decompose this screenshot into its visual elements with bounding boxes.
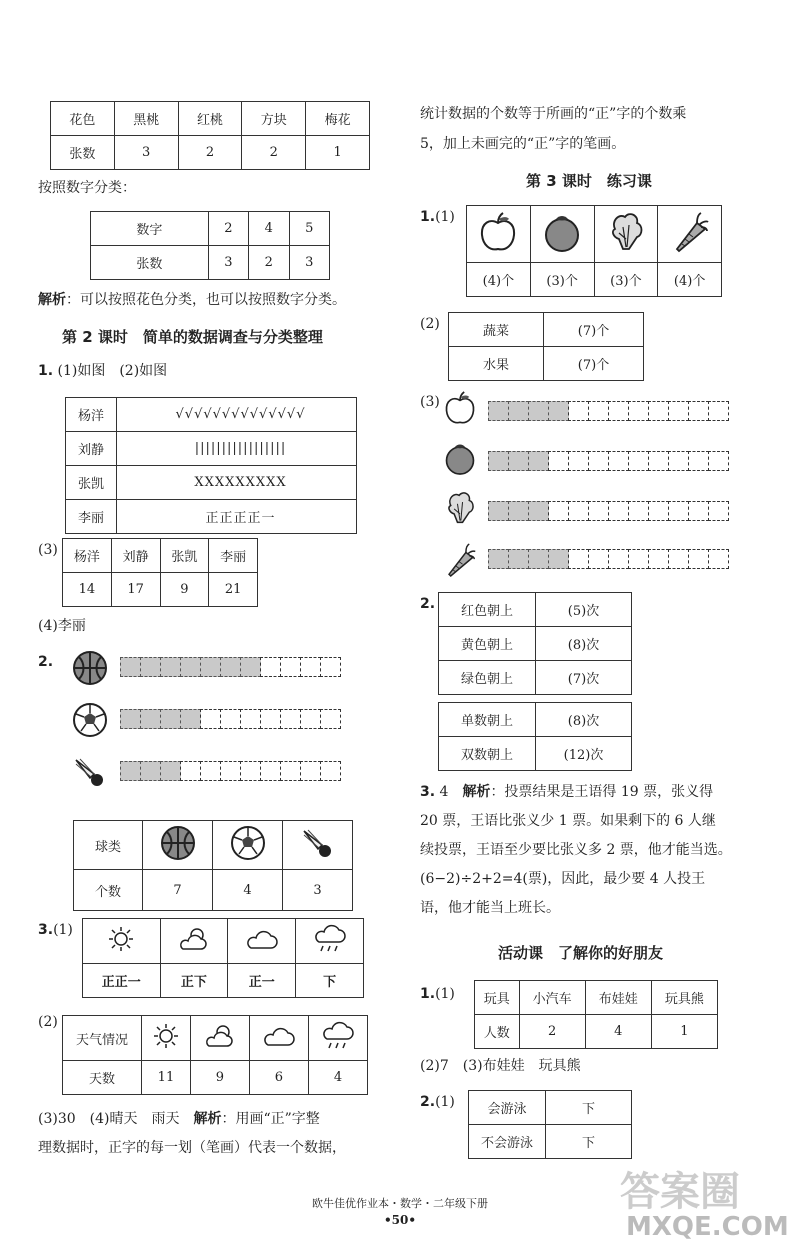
sunny-icon xyxy=(152,1022,180,1050)
analysis-text: ：可以按照花色分类，也可以按照数字分类。 xyxy=(66,292,346,308)
table-cell: 黄色朝上 xyxy=(439,627,536,661)
q1-4-answer: (4)李丽 xyxy=(38,618,86,634)
veg-fruit-table xyxy=(448,312,644,381)
table-cell: 布娃娃 xyxy=(585,981,651,1015)
table-cell: 下 xyxy=(296,964,364,998)
q1-3-label: (3) xyxy=(420,394,440,410)
watermark-logo: 答案圈 xyxy=(620,1169,740,1215)
q1-3-label: (3) xyxy=(38,542,58,558)
table-cell: (5)次 xyxy=(536,593,632,627)
orange-icon xyxy=(543,211,581,253)
bar-cell-empty xyxy=(688,401,709,421)
bar-cell-filled xyxy=(488,501,509,521)
bar-cell-filled xyxy=(240,657,261,677)
suit-table xyxy=(50,101,370,170)
bar-cell-filled xyxy=(220,657,241,677)
activity-title: 活动课 了解你的好朋友 xyxy=(498,944,664,962)
table-cell: 3 xyxy=(208,246,248,280)
bar-cell-empty xyxy=(648,549,669,569)
tally-table xyxy=(65,397,357,534)
bar-cell-empty xyxy=(708,451,729,471)
a1-23-answer: (2)7 (3)布娃娃 玩具熊 xyxy=(420,1058,581,1074)
bar-cell-empty xyxy=(568,451,589,471)
bar-cell-empty xyxy=(568,549,589,569)
dice-color-table xyxy=(438,592,632,695)
table-cell: 张数 xyxy=(51,136,115,170)
r-q3-analysis xyxy=(420,778,780,923)
table-cell: 正正一 xyxy=(83,964,161,998)
bar-cell-empty xyxy=(648,501,669,521)
table-cell: 3 xyxy=(283,870,353,911)
q3-34-answer xyxy=(38,1105,320,1133)
table-cell: 7 xyxy=(143,870,213,911)
bar-cell-filled xyxy=(140,709,161,729)
table-cell: 绿色朝上 xyxy=(439,661,536,695)
table-cell: 梅花 xyxy=(306,102,370,136)
bar-cell-empty xyxy=(648,401,669,421)
bar-cell-empty xyxy=(708,501,729,521)
bar-cell-empty xyxy=(260,657,281,677)
carrot-icon xyxy=(671,211,709,253)
bar-cell-empty xyxy=(628,501,649,521)
cabbage-icon xyxy=(444,490,476,526)
bar-cell-filled xyxy=(140,761,161,781)
bar-cell-filled xyxy=(140,657,161,677)
question-number: 1. xyxy=(38,363,54,379)
table-cell: 6 xyxy=(249,1061,308,1095)
bar-cell-filled xyxy=(120,657,141,677)
table-cell: 黑桃 xyxy=(114,102,178,136)
analysis-text: ：用画“正”字整 xyxy=(221,1111,320,1127)
q1-1-label: (1) xyxy=(435,209,455,225)
bar-cell-filled xyxy=(488,549,509,569)
bar-cell-filled xyxy=(160,657,181,677)
bar-cell-empty xyxy=(588,501,609,521)
table-cell xyxy=(249,1016,308,1061)
table-cell: 21 xyxy=(209,573,258,607)
table-cell: 2 xyxy=(242,136,306,170)
bar-cell-empty xyxy=(320,657,341,677)
q1-line xyxy=(38,357,167,385)
bar-cell-empty xyxy=(668,549,689,569)
bar-cell-empty xyxy=(708,549,729,569)
bar-cell-filled xyxy=(120,761,141,781)
table-cell: 正一 xyxy=(228,964,296,998)
table-cell: 5 xyxy=(289,212,329,246)
bar-cell-filled xyxy=(488,451,509,471)
bar-cell-filled xyxy=(508,501,529,521)
orange-icon xyxy=(444,440,476,476)
table-cell xyxy=(228,919,296,964)
bar-cell-empty xyxy=(688,549,709,569)
table-cell: (8)次 xyxy=(536,703,632,737)
dice-parity-table xyxy=(438,702,632,771)
book-title-footer: 欧牛佳优作业本・数学・二年级下册 xyxy=(312,1197,488,1210)
apple-icon xyxy=(479,211,517,253)
bar-cell-filled xyxy=(508,549,529,569)
rainy-icon xyxy=(321,1021,355,1051)
table-cell: 人数 xyxy=(475,1015,520,1049)
table-cell xyxy=(160,919,228,964)
partly-cloudy-icon xyxy=(177,925,211,953)
toy-table xyxy=(474,980,718,1049)
bar-cell-empty xyxy=(688,451,709,471)
bar-cell-filled xyxy=(200,657,221,677)
bar-cell-empty xyxy=(588,451,609,471)
bar-cell-empty xyxy=(320,761,341,781)
a2-1-label: (1) xyxy=(435,1094,455,1110)
bar-cell-filled xyxy=(160,709,181,729)
question-number: 2. xyxy=(38,654,54,670)
bar-cell-filled xyxy=(548,401,569,421)
table-cell: 张数 xyxy=(91,246,209,280)
table-cell: 2 xyxy=(519,1015,585,1049)
bar-cell-empty xyxy=(628,401,649,421)
tally-name: 张凯 xyxy=(66,466,117,500)
r-q3-line3: 续投票，王语至少要比张义多 2 票，他才能当选。 xyxy=(420,842,732,858)
number-table xyxy=(90,211,330,280)
question-number: 2. xyxy=(420,596,436,612)
bar-cell-empty xyxy=(180,761,201,781)
produce-table xyxy=(466,205,722,297)
table-cell: (7)次 xyxy=(536,661,632,695)
table-cell: 水果 xyxy=(449,347,544,381)
table-cell xyxy=(658,206,722,263)
analysis-label: 解析 xyxy=(193,1111,222,1127)
bar-cell-empty xyxy=(668,401,689,421)
table-cell: 4 xyxy=(585,1015,651,1049)
table-cell xyxy=(143,821,213,870)
question-number: 3. xyxy=(38,922,54,938)
table-cell: 天气情况 xyxy=(63,1016,142,1061)
basketball-icon xyxy=(72,650,108,686)
bar-cell-empty xyxy=(548,501,569,521)
r-q3-line4: (6−2)÷2+2=4(票)，因此，最少要 4 人投王 xyxy=(420,871,706,887)
bar-cell-filled xyxy=(180,709,201,729)
bar-cell-empty xyxy=(708,401,729,421)
q3-answer: 4 xyxy=(439,784,463,800)
lesson-2-title: 第 2 课时 简单的数据调查与分类整理 xyxy=(62,328,323,346)
analysis-label: 解析 xyxy=(38,292,66,308)
table-cell: (3)个 xyxy=(530,263,594,297)
lesson-3-title: 第 3 课时 练习课 xyxy=(526,172,652,190)
basketball-icon xyxy=(160,825,196,861)
ball-table xyxy=(73,820,353,911)
table-cell: 4 xyxy=(249,212,289,246)
carrot-icon xyxy=(444,542,476,578)
bar-cell-empty xyxy=(220,709,241,729)
swim-table xyxy=(468,1090,632,1159)
bar-cell-empty xyxy=(608,501,629,521)
tally-marks: √√√√√√√√√√√√√√ xyxy=(117,398,357,432)
table-cell: 9 xyxy=(190,1061,249,1095)
table-cell: 4 xyxy=(213,870,283,911)
page-number: •50• xyxy=(383,1213,417,1227)
table-cell: 2 xyxy=(249,246,289,280)
table-cell: 玩具熊 xyxy=(651,981,717,1015)
table-cell: 个数 xyxy=(74,870,143,911)
table-cell: 球类 xyxy=(74,821,143,870)
bar-cell-empty xyxy=(220,761,241,781)
table-cell xyxy=(530,206,594,263)
analysis-label: 解析 xyxy=(462,784,491,800)
bar-cell-empty xyxy=(548,451,569,471)
table-cell: 17 xyxy=(111,573,160,607)
sunny-icon xyxy=(107,925,135,953)
q3-analysis-line2: 理数据时，正字的每一划（笔画）代表一个数据， xyxy=(38,1140,346,1156)
bar-cell-empty xyxy=(280,709,301,729)
shuttlecock-bar xyxy=(120,761,340,783)
bar-cell-empty xyxy=(608,451,629,471)
apple-icon xyxy=(444,390,476,426)
cabbage-bar xyxy=(488,501,728,523)
table-cell: 不会游泳 xyxy=(469,1125,546,1159)
bar-cell-empty xyxy=(300,657,321,677)
question-number: 1. xyxy=(420,986,436,1002)
table-cell: (7)个 xyxy=(544,313,644,347)
table-cell: 4 xyxy=(308,1061,367,1095)
shuttlecock-icon xyxy=(300,825,336,861)
r-q3-line1 xyxy=(420,778,780,807)
q1-2-label: (2) xyxy=(420,316,440,332)
tally-name: 刘静 xyxy=(66,432,117,466)
bar-cell-empty xyxy=(300,761,321,781)
table-cell: 下 xyxy=(546,1125,632,1159)
bar-cell-empty xyxy=(568,401,589,421)
bar-cell-empty xyxy=(280,761,301,781)
bar-cell-empty xyxy=(260,709,281,729)
apple-bar xyxy=(488,401,728,423)
table-cell: 3 xyxy=(289,246,329,280)
bar-cell-filled xyxy=(508,451,529,471)
table-cell: (3)个 xyxy=(594,263,658,297)
table-cell xyxy=(467,206,531,263)
football-bar xyxy=(120,709,340,731)
cloudy-icon xyxy=(245,926,279,952)
table-cell: 下 xyxy=(546,1091,632,1125)
table-cell: 3 xyxy=(114,136,178,170)
q3-2-label: (2) xyxy=(38,1014,58,1030)
table-cell: 2 xyxy=(208,212,248,246)
table-cell: 数字 xyxy=(91,212,209,246)
bar-cell-empty xyxy=(200,761,221,781)
table-cell xyxy=(283,821,353,870)
question-number: 2. xyxy=(420,1094,436,1110)
bar-cell-filled xyxy=(180,657,201,677)
table-cell: 天数 xyxy=(63,1061,142,1095)
analysis-text: ：投票结果是王语得 19 票，张义得 xyxy=(490,784,714,800)
r-q1-line xyxy=(420,203,455,231)
table-cell xyxy=(296,919,364,964)
bar-cell-filled xyxy=(160,761,181,781)
table-cell: 蔬菜 xyxy=(449,313,544,347)
tally-marks: 正正正正一 xyxy=(117,500,357,534)
watermark-url: MXQE.COM xyxy=(626,1212,789,1242)
table-cell: 正下 xyxy=(160,964,228,998)
r-q3-line2: 20 票，王语比张义少 1 票。如果剩下的 6 人继 xyxy=(420,813,716,829)
table-cell: 2 xyxy=(178,136,242,170)
table-cell: 张凯 xyxy=(160,539,209,573)
r-q3-line5: 语，他才能当上班长。 xyxy=(420,900,560,916)
bar-cell-empty xyxy=(648,451,669,471)
bar-cell-filled xyxy=(508,401,529,421)
table-cell: (8)次 xyxy=(536,627,632,661)
bar-cell-filled xyxy=(488,401,509,421)
table-cell: 9 xyxy=(160,573,209,607)
football-icon xyxy=(72,702,108,738)
cabbage-icon xyxy=(607,211,645,253)
table-cell: 刘静 xyxy=(111,539,160,573)
table-cell: 玩具 xyxy=(475,981,520,1015)
classify-by-number: 按照数字分类： xyxy=(38,180,136,196)
table-cell: (7)个 xyxy=(544,347,644,381)
continuation-line1: 统计数据的个数等于所画的“正”字的个数乘 xyxy=(420,106,687,122)
bar-cell-filled xyxy=(120,709,141,729)
table-cell: 单数朝上 xyxy=(439,703,536,737)
q3-1-label: (1) xyxy=(53,922,73,938)
table-cell: 小汽车 xyxy=(519,981,585,1015)
bar-cell-empty xyxy=(608,401,629,421)
bar-cell-filled xyxy=(528,501,549,521)
table-cell: 1 xyxy=(651,1015,717,1049)
bar-cell-empty xyxy=(200,709,221,729)
tally-marks: XXXXXXXXX xyxy=(117,466,357,500)
table-cell xyxy=(594,206,658,263)
table-cell: 花色 xyxy=(51,102,115,136)
table-cell xyxy=(190,1016,249,1061)
rainy-icon xyxy=(313,924,347,954)
football-icon xyxy=(230,825,266,861)
bar-cell-filled xyxy=(528,549,549,569)
bar-cell-filled xyxy=(528,451,549,471)
bar-cell-empty xyxy=(240,761,261,781)
table-cell: 杨洋 xyxy=(63,539,112,573)
tally-name: 李丽 xyxy=(66,500,117,534)
bar-cell-empty xyxy=(628,549,649,569)
table-cell: 11 xyxy=(142,1061,191,1095)
table-cell: (4)个 xyxy=(467,263,531,297)
bar-cell-filled xyxy=(548,549,569,569)
bar-cell-empty xyxy=(588,401,609,421)
table-cell xyxy=(308,1016,367,1061)
bar-cell-empty xyxy=(280,657,301,677)
table-cell: (12)次 xyxy=(536,737,632,771)
table-cell: 14 xyxy=(63,573,112,607)
table-cell: (4)个 xyxy=(658,263,722,297)
bar-cell-empty xyxy=(608,549,629,569)
table-cell: 红色朝上 xyxy=(439,593,536,627)
bar-cell-empty xyxy=(240,709,261,729)
tally-name: 杨洋 xyxy=(66,398,117,432)
bar-cell-filled xyxy=(528,401,549,421)
table-cell: 会游泳 xyxy=(469,1091,546,1125)
analysis-1 xyxy=(38,286,346,314)
partly-cloudy-icon xyxy=(203,1022,237,1050)
table-cell: 红桃 xyxy=(178,102,242,136)
weather-table xyxy=(62,1015,368,1095)
bar-cell-empty xyxy=(568,501,589,521)
table-cell: 1 xyxy=(306,136,370,170)
question-number: 3. xyxy=(420,784,436,800)
q3-34-text: (3)30 (4)晴天 雨天 xyxy=(38,1111,194,1127)
bar-cell-empty xyxy=(628,451,649,471)
basketball-bar xyxy=(120,657,340,679)
a2-line xyxy=(420,1088,455,1116)
continuation-line2: 5，加上未画完的“正”字的笔画。 xyxy=(420,136,626,152)
q3-line xyxy=(38,916,73,944)
weather-tally-table xyxy=(82,918,364,998)
a1-1-label: (1) xyxy=(435,986,455,1002)
count-table xyxy=(62,538,258,607)
table-cell: 方块 xyxy=(242,102,306,136)
a1-line xyxy=(420,980,455,1008)
q1-answer: (1)如图 (2)如图 xyxy=(57,363,168,379)
table-cell xyxy=(83,919,161,964)
table-cell xyxy=(213,821,283,870)
bar-cell-empty xyxy=(668,501,689,521)
shuttlecock-icon xyxy=(72,754,108,790)
bar-cell-empty xyxy=(668,451,689,471)
question-number: 1. xyxy=(420,209,436,225)
bar-cell-empty xyxy=(260,761,281,781)
table-cell xyxy=(142,1016,191,1061)
cloudy-icon xyxy=(262,1023,296,1049)
table-cell: 双数朝上 xyxy=(439,737,536,771)
bar-cell-empty xyxy=(688,501,709,521)
bar-cell-empty xyxy=(300,709,321,729)
orange-bar xyxy=(488,451,728,473)
tally-marks: ||||||||||||||||| xyxy=(117,432,357,466)
table-cell: 李丽 xyxy=(209,539,258,573)
carrot-bar xyxy=(488,549,728,571)
bar-cell-empty xyxy=(320,709,341,729)
bar-cell-empty xyxy=(588,549,609,569)
